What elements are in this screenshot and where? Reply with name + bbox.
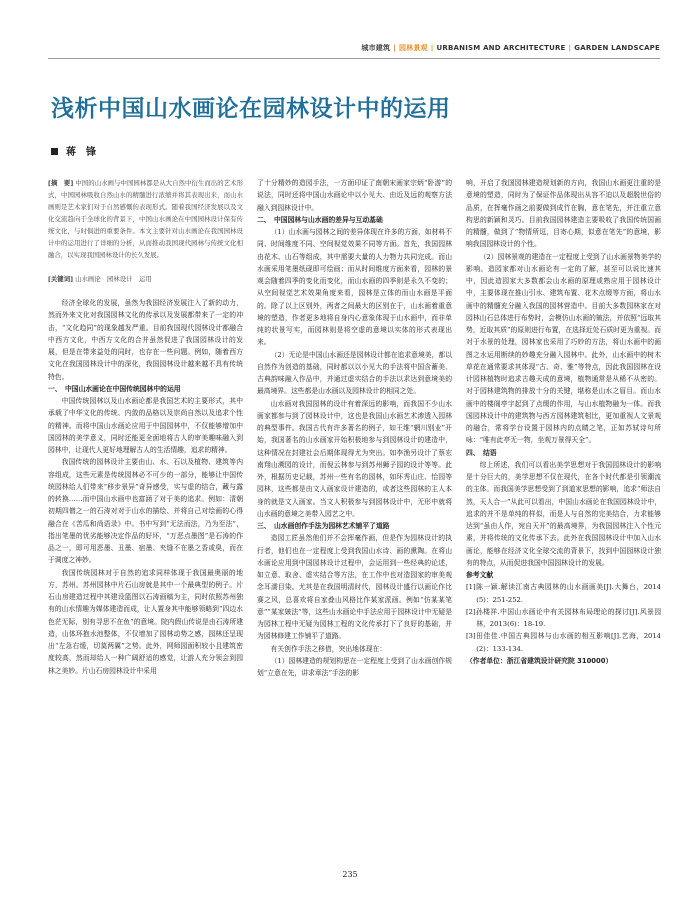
section-heading: 二、 中国园林与山水画的差异与互动基础 <box>257 215 383 224</box>
paragraph: （2）无论是中国山水画还是园林设计都在追求意境美，都以自然作为创造的基础，同时都以以小见大的手法将中国含蓄美、古典韵味融入作品中，并通过虚实结合的手法以求达到意境美的最高境界。这些都是山水画以及园林设计的相同之处。 <box>257 350 452 396</box>
abstract-label: [摘 要] <box>48 179 74 187</box>
author-line <box>51 143 96 158</box>
paragraph: 造园工匠虽然他们并不会挥毫作画，但是作为园林设计的执行者，他们也在一定程度上受到我国山水诗、画的熏陶。在将山水画论应用到中国园林设计过程中，会运用到一些经典的论述，如立意、取舍、虚实结合等方法，在工作中也对造园家的审美观念耳濡目染。尤其是在我国明清时代，园林设计盛行以画论作比赛之风，总喜欢将自家叠山风格比作某家派画。例如“仿某某笔意”“某家皴法”等，这些山水画论中手法应用于园林设计中无疑是为园林工程中无疑为园林工程的文化传承打下了良好的基础，并为园林修建工作铺平了道路。 <box>257 534 452 641</box>
paragraph: 我国传统园林对于自然的追求同样体现于我国最奥丽的地方，苏州。苏州园林中片石山房就是其中一个最典型的例子。片石山房建造过程中其建设篮图以石涛画稿为主，同时依照苏州独有的山水情趣为媒体建造而成，让人置身其中能够领略到“四边水色茫无际，别有寻思不在鱼”的意境。院内假山传说是由石涛所建造，山体环抱水池整体，不仅增加了园林动势之感，园林还呈现出“左急右缓，切莫两翼”之势。此外，网师园面积较小且建筑密度较高，然而却给人一种广阔舒适的感觉，让游人充分领会到园林之美妙。片山石房园林设计中采用 <box>48 568 243 675</box>
paragraph: 经济全球化的发展，虽然为我国经济发展注入了新的动力，然而外来文化对我国园林文化的传承以及发展都带来了一定的冲击，“文化趋同”的现象越发严重。目前我国现代园林设计都融合中西方文化，中西方文化的合并虽然促进了我国园林设计的发展，但是在带来益处的同时，也存在一些问题。例如，随着西方文化在我国园林设计中的深化，我国园林设计越来越不具有传统特色。 <box>48 299 243 381</box>
paragraph: 了十分精妙的造园手法，一方面印证了南朝宋画家宗炳“卧游”的说法，同时还将中国山水画论中以小见大、由近及远的观察方法融入到园林设计中。 <box>257 179 452 212</box>
author-name: 蒋 锋 <box>66 147 96 158</box>
reference-item: [2]孙楼祥.中国山水画论中有关园林布局理论的探讨[J].风景园林，2013(6)：18-19. <box>466 607 661 628</box>
article-title: 浅析中国山水画论在园林设计中的运用 <box>51 96 451 122</box>
paragraph: 综上所述，我们可以看出美学思想对于我国园林设计的影响是十分巨大的，美学思想不仅在现代，在各个时代都是引领潮流的主体。而我国美学思想受到了到道家思想的影响，追求“师法自然，天人合一”从此可以看出，中国山水画论在我国园林设计中，追求的并不是单纯的样似，而是人与自然的完美结合，力求能够达到“虽由人作，宛自天开”的最高境界，为我国园林注入个性元素，并将传统的文化传承下去。此外在我国园林设计中加入山水画论，能够在经济文化全球交流的背景下，找到中国园林设计独有的特点，从而促进我国中国园林设计的发展。 <box>466 460 661 567</box>
section-heading: 四、 结语 <box>466 448 497 457</box>
paragraph: 中国传统园林以及山水画论都是我国艺术的主要形式，其中承载了中华文化的传统、内敛的品格以及崇尚自然以及追求个性的精神。而将中国山水画论应用于中国园林中，不仅能够增加中国园林的美学意义，同时还能更全面地将古人的审美趣味融入到园林中，让现代人更好地理解古人的生活情趣，追求的精神。 <box>48 397 243 454</box>
paragraph: （1）园林建造的规划构思在一定程度上受到了山水画创作规划“立意在先，讲求章法”手法的影 <box>257 656 452 677</box>
paragraph: 山水画对我国园林的设计有着深远的影响，而我国不少山水画家都参与到了园林设计中，这也是我国山水画艺术渗透入园林的典型事件。我国古代有许多著名的例子，如王维“辋川别业”开始，我国著名的山水画家开始积极地参与到园林设计的建造中，这种情况在封建社会后期体现得尤为突出。如李渔另设计了蔡宏南翔山溯园的设计，而倪云林参与到苏州狮子园的设计等等。此外，根据历史记载，苏州一些有名的园林，如环秀山庄、怡园等园林，这些都是由文人画家设计建造的，或者这些园林的主人本身的就是文人画家。当文人积极参与到园林设计中，无形中就将山水画的意境之美带入园艺之中。 <box>257 399 452 518</box>
column-2 <box>257 177 452 679</box>
reference-item: [3]田佳佳.中国古典园林与山水画的相互影响[J].艺海，2014(2)：133-134. <box>466 632 661 653</box>
paragraph: 我国传统的园林设计主要由山、水、石以及植物、建筑等内容组成，这些元素是传统园林必不可少的一部分，能够让中国传统园林给人们带来“移步景异”奇异感受，实与虚的结合，藏与露的转换……而中国山水画中也富涵了对于美的追求。例如：清朝初期四僧之一的石涛对对于山水的描绘、并将自己对绘画的心得融合在《苦瓜和尚语录》中。书中写到“无法而法，乃为至法”，指出笔墨的优劣能够决定作品的好坏，“万恶点墨图”是石涛的作品之一，即可用恶墨、丑墨、宿墨、夹缝不在墨之香或臭，而在于调度之神妙。 <box>48 458 243 565</box>
references-heading: 参考文献 <box>466 571 494 579</box>
header-section: 城市建筑 <box>361 44 391 52</box>
keywords-label: [关键词] <box>48 275 74 283</box>
reference-item: [1]陈一颖.解读江南古典园林的山水画画美[J].大舞台，2014(5)：251-252. <box>466 583 661 604</box>
abstract-text: 中国的山水画与中国园林都是从大自然中衍生而出的艺术形式，中国园林吸收自然山水的精髓进行浓缩并将其表现出来，而山水画则是艺术家们对于自然感慨的表现形式。随着我国经济发展以及文化交流趋向于全球化的背景下，中国山水画论在中国园林设计保有传统文化，与时俱进的重要条件。本文主要针对山水画论在我国园林设计中的运用进行了详细的分析，从而推动我国现代园林与传统文化相融合，以实现我国园林设计的长久发展。 <box>48 179 243 259</box>
column-1 <box>48 177 243 677</box>
author-square-icon <box>51 148 58 155</box>
keywords <box>48 273 243 285</box>
author-institution: （作者单位：浙江省建筑设计研究院 310000） <box>466 656 613 665</box>
header-rule <box>48 58 660 59</box>
keywords-text: 山水画论 园林设计 运用 <box>75 275 152 283</box>
column-3 <box>466 177 661 667</box>
section-heading: 一、 中国山水画论在中国传统园林中的运用 <box>48 384 181 393</box>
header-urban: URBANISM AND ARCHITECTURE <box>436 44 566 52</box>
header-highlight: 园林景观 <box>398 44 428 52</box>
running-header: 城市建筑 | 园林景观 | URBANISM AND ARCHITECTURE | GARDEN LANDSCAPE <box>361 44 660 52</box>
abstract <box>48 177 243 261</box>
header-garden: GARDEN LANDSCAPE <box>574 44 660 52</box>
paragraph: 响，开启了我国园林建造规划新的方向，我国山水画更注重的是意境的塑造，同时为了保证作品体现出从容不迫以及超脱世俗的品质，在挥毫作画之前要做到成竹在胸，意在笔先，并注重立意构思的新颖和灵巧。目前我国园林建造主要吸收了我国传统国画的精髓，做到了“物情所逗，目寄心期，似意在笔先”的意境，影响我国园林设计的个性。 <box>466 179 661 249</box>
page-number: 235 <box>342 870 358 879</box>
paragraph: 有关创作手法之移借，突出地体现在： <box>270 644 387 653</box>
paragraph: （1）山水画与园林之间的差异体现在许多的方面，如材料不同、时间维度不同、空间视觉效果不同等方面。首先，我国园林由花木、山石等组成，其中需要大量的人力物力共同完成。而山水画采用笔墨纸砚即可绘画；而从时间维度方面来看，园林的景观会随着四季的变化而变化，而山水画的四季则是永久不变的；从空间视觉艺术效果角度来看，园林是立体的而山水画是平面的。除了以上区别外，两者之间最大的区别在于，山水画着重意境的塑造，作者更多地将自身内心意象体现于山水画中，而非单纯的状景写实，而园林则是将空虚的意境以实体的形式表现出来。 <box>257 228 452 347</box>
section-heading: 三、 山水画创作手法为园林艺术铺平了道路 <box>257 522 390 530</box>
paragraph: （2）园林景观的建造在一定程度上受到了山水画景物美学的影响。造园家都对山水画论有一定的了解，甚至可以说比速其中，因此造园家大多数都会山水画的原理或熟应用于园林设计中，主要体现在推山引水、建筑布置、花木点缀等方面，将山水画中的精髓充分融入我国的园林营造中。目前大多数园林家在对园林山石总体进行布势时，会模仿山水画的皴法，并依照“远取其势，近取其质”的原则进行布置，在选择近处石质时更为重视。而对于水景的处理，园林家也采用了巧妙的方法，将山水画中的画图之水运用断续的妙趣充分融入园林中。此外，山水画中的树木草花在通常要求其体现“古、奇、雅”等特点，因此我国园林在设计园林植物时追求古趣天成的意境，植物通常是从稀不从密的。对于园林建筑物的排放十分的关键，堪称是山水之眉目。而山水画中的楼阁亭宇起到了点缀的作用，与山水植物融为一体。而我国园林设计中的建筑物与西方园林建筑相比，更加重视人文景观的融合，常将学台设置于园林内的点睛之笔，正如苏轼诗句所咏：“唯有此亭无一物，坐观万景得天全”。 <box>466 252 661 445</box>
